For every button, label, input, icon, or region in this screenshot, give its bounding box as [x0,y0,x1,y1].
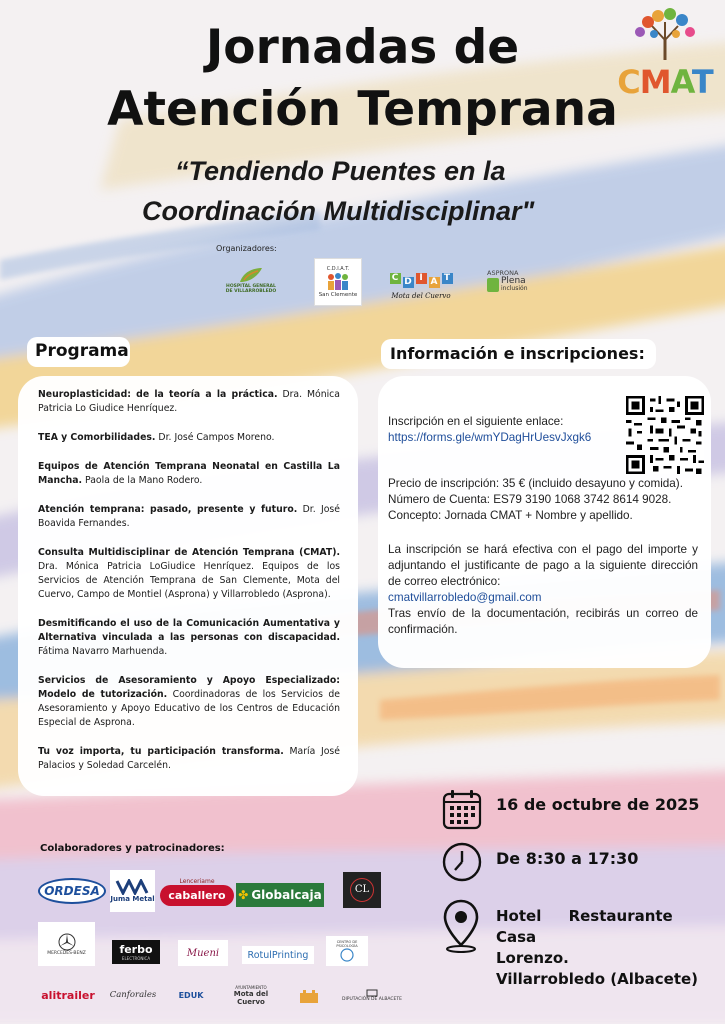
programa-item-title: Neuroplasticidad: de la teoría a la práctica. [38,389,278,400]
enlace-label: Inscripción en el siguiente enlace: [388,415,564,428]
organizers-label: Organizadores: [216,244,277,253]
title-line-1: Jornadas de [205,20,520,75]
asprona-text: ASPRONA [487,269,519,277]
programa-item [38,745,340,773]
programa-item-speaker: Dr. José Boavida Fernandes. [38,504,340,529]
diputacion-logo [340,985,404,1005]
caballero-logo [163,872,231,912]
canforales-text: Canforales [109,990,157,1000]
rotulprinting-logo [242,946,314,964]
programa-item-speaker: María José Palacios y Soledad Carcelén. [38,746,340,771]
programa-item [38,431,340,445]
asprona-plena-logo [487,262,535,300]
mota-cuervo-logo [228,983,274,1007]
eduk-text: EDUK [178,990,204,1000]
venue-line-2: Lorenzo. [496,949,569,967]
caballero-text: caballero [160,885,233,906]
qr-code[interactable] [626,396,704,474]
mercedes-star-icon [58,933,76,951]
programa-item-speaker: Dra. Mónica Patricia Lo Giudice Henríquez. [38,389,340,414]
colaboradores-label: Colaboradores y patrocinadores: [40,843,225,854]
precio-block [388,476,700,524]
mueni-text: Mueni [186,947,220,959]
ferbo-text: ferbo [119,942,153,956]
centro-text: CENTRO DE PSICOLOGÍA [336,940,358,948]
alitrailer-text: alitrailer [41,988,95,1002]
programa-item-speaker: Dra. Mónica Patricia LoGiudice Henríquez. Equipos de los Servicios de Atención Temprana de San Clemente, Mota del Cuervo, Campo de Montiel (Asprona) y Villarrobledo (Asprona). [38,561,340,600]
mercedes-logo [38,922,95,966]
juma-text: Juma Metal [110,895,155,903]
hospital-logo [220,262,282,298]
puzzle-people-icon [325,272,351,292]
venue-name: Hotel Restaurante Casa [496,907,673,946]
subtitle-line-1: “Tendiendo Puentes en la [175,156,506,186]
cmat-logo [610,8,720,103]
programa-item [38,546,340,602]
cdiat-letter-a: A [429,277,440,288]
programa-item [38,674,340,730]
ferbo-logo [112,940,160,964]
cdiat-letter-i: I [416,273,427,284]
castle-icon [298,987,320,1003]
diputacion-crest-icon [366,989,378,997]
globalcaja-text: Globalcaja [251,888,322,902]
venue-city: Villarrobledo (Albacete) [496,970,699,988]
title-line-2: Atención Temprana [107,82,618,137]
cdiat-logo-top: C.D.I.A.T. [326,266,350,272]
programa-item-title: Consulta Multidisciplinar de Atención Temprana (CMAT). [38,547,340,558]
cdiat-letter-c: C [390,273,401,284]
subtitle-line-2: Coordinación Multidisciplinar" [142,196,535,226]
programa-item-speaker: Coordinadoras de los Servicios de Asesoramiento y Apoyo Educativo de los Centros de Educación Especial de Asprona. [38,689,340,728]
plena-inclusion-icon [487,278,499,292]
event-date: 16 de octubre de 2025 [496,795,700,814]
mota-top-text: AYUNTAMIENTO [235,984,267,990]
enlace-block [388,414,618,446]
psicologia-icon [340,948,354,962]
caballero-top-text: Lenceriame [179,878,215,885]
leaf-icon [238,266,264,284]
programa-item-speaker: Dr. José Campos Moreno. [155,432,275,443]
plena-text: Plena [501,276,526,286]
programa-item-title: Tu voz importa, tu participación transforma. [38,746,284,757]
mueni-logo [178,940,228,966]
calendar-icon [441,788,483,832]
venue-line-1 [496,906,708,948]
programa-item-title: Atención temprana: pasado, presente y futuro. [38,504,298,515]
juma-metal-logo [110,870,155,912]
ferbo-sub-text: ELECTRÓNICA [121,955,151,961]
programa-item [38,388,340,416]
precio-text: Precio de inscripción: 35 € (incluido desayuno y comida). [388,477,683,490]
globalcaja-leaf-icon: ✤ [238,888,249,902]
cmat-brand-text: CMAT [617,63,713,101]
cdiat-letter-t: T [442,273,453,284]
hands-tree-icon [610,8,720,60]
inclusion-text: inclusión [501,285,528,292]
programa-item [38,617,340,659]
rotulprinting-text: RotulPrinting [247,949,309,961]
programa-item-title: Desmitificando el uso de la Comunicación Aumentativa y Alternativa vinculada a las personas con discapacidad. [38,618,340,643]
programa-heading: Programa [27,337,130,367]
globalcaja-logo [236,883,324,907]
programa-item [38,503,340,531]
location-pin-icon [441,897,481,955]
clock-icon [441,840,483,884]
eduk-logo [170,987,212,1003]
confirmacion-text: Tras envío de la documentación, recibirás un correo de confirmación. [388,607,698,636]
programa-item-title: Servicios de Asesoramiento y Apoyo Especializado: Modelo de tutorización. [38,675,340,700]
cl-text: CL [350,878,374,902]
cl-logo [343,872,381,908]
alitrailer-logo [40,986,96,1004]
castle-logo [296,986,322,1004]
event-venue [496,906,708,990]
cuenta-text: Número de Cuenta: ES79 3190 1068 3742 8614 9028. [388,493,672,506]
hospital-logo-line1: HOSPITAL GENERAL [226,284,276,289]
cdiat-letter-d: D [404,276,412,287]
hospital-logo-line2: DE VILLARROBLEDO [225,289,277,294]
registration-link[interactable]: https://forms.gle/wmYDagHrUesvJxgk6 [388,431,592,444]
cdiat-logo-bottom: San Clemente [318,292,358,298]
cdiat-mota-text: Mota del Cuervo [391,291,451,300]
programa-item-speaker: Paola de la Mano Rodero. [82,475,203,486]
diputacion-text: DIPUTACIÓN DE ALBACETE [342,996,402,1002]
programa-item-speaker: Fátima Navarro Marhuenda. [38,646,168,657]
mota-text: Mota del Cuervo [233,989,269,1006]
cdiat-san-clemente-logo [314,258,362,306]
programa-list [38,388,340,788]
programa-item-title: TEA y Comorbilidades. [38,432,156,443]
email-link[interactable]: cmatvillarrobledo@gmail.com [388,591,542,604]
info-heading: Información e inscripciones: [381,339,656,369]
event-time: De 8:30 a 17:30 [496,849,639,868]
canforales-logo [108,987,158,1003]
ordesa-text: ORDESA [44,884,100,898]
efectiva-text: La inscripción se hará efectiva con el pago del importe y adjuntando el justificante de pago a la siguiente dirección de correo electrónico: [388,543,698,588]
inscripcion-block [388,542,698,638]
juma-chevrons-icon [115,879,151,895]
ordesa-logo [38,878,106,904]
cdiat-mota-logo [390,266,452,306]
programa-item [38,460,340,488]
programa-item-title: Equipos de Atención Temprana Neonatal en Castilla La Mancha. [38,461,340,486]
centro-psicologia-logo [326,936,368,966]
concepto-text: Concepto: Jornada CMAT + Nombre y apellido. [388,509,633,522]
mercedes-text: MERCEDES-BENZ [47,950,86,956]
